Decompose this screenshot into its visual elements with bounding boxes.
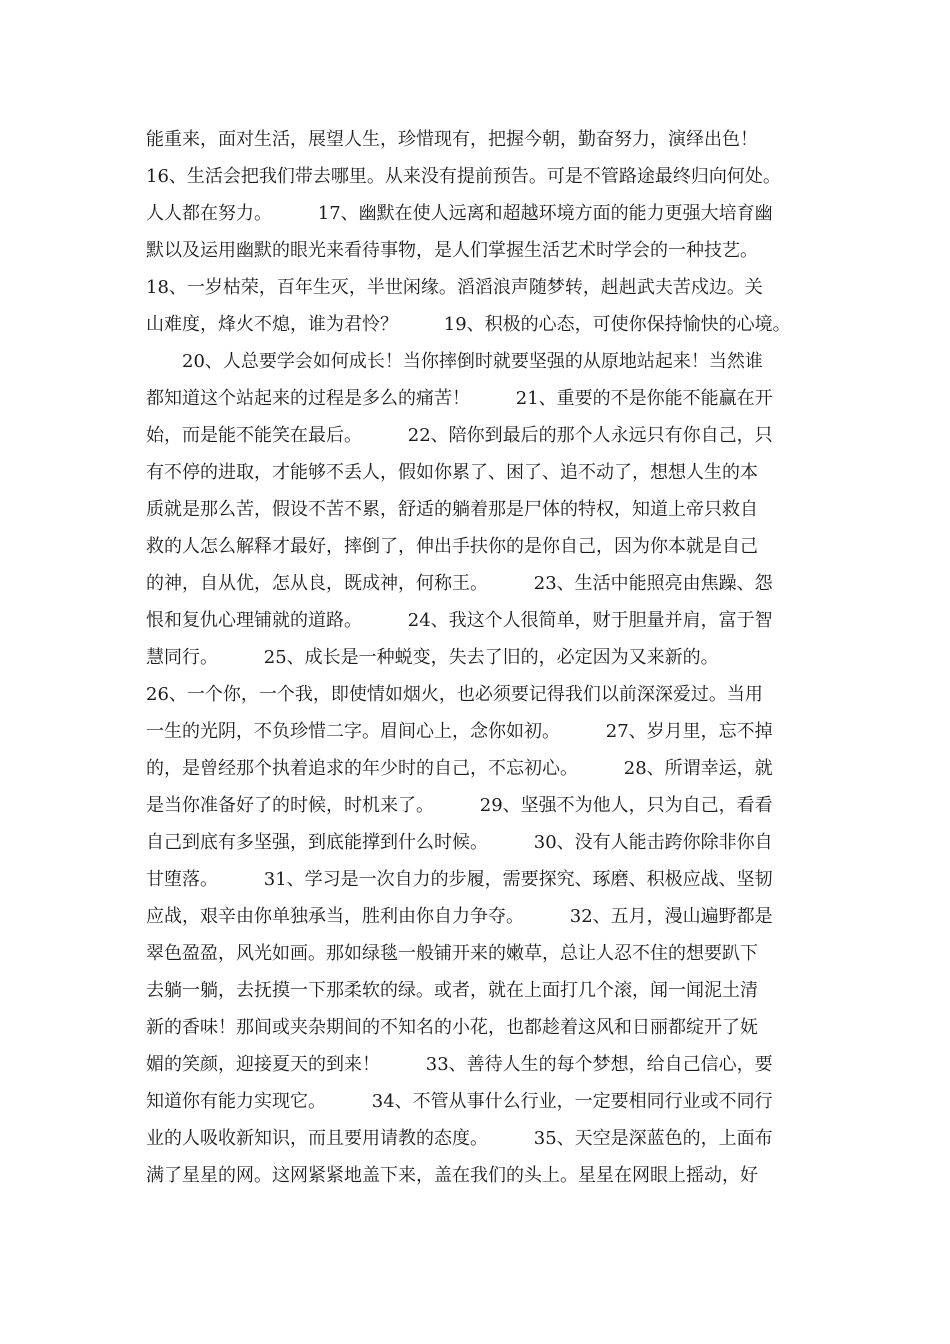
- text-line: 默以及运用幽默的眼光来看待事物，是人们掌握生活艺术时学会的一种技艺。: [146, 240, 758, 261]
- text-line: 26、一个你，一个我，即使情如烟火，也必须要记得我们以前深深爱过。当用: [146, 684, 763, 705]
- text-line: 甘堕落。 31、学习是一次自力的步履，需要探究、琢磨、积极应战、坚韧: [146, 869, 773, 890]
- text-line: 慧同行。 25、成长是一种蜕变，失去了旧的，必定因为又来新的。: [146, 647, 719, 668]
- text-line: 恨和复仇心理铺就的道路。 24、我这个人很简单，财于胆量并肩，富于智: [146, 610, 773, 631]
- text-line: 新的香味！那间或夹杂期间的不知名的小花，也都趁着这风和日丽都绽开了妩: [146, 1017, 758, 1038]
- text-line: 能重来，面对生活，展望人生，珍惜现有，把握今朝，勤奋努力，演绎出色！: [146, 129, 758, 150]
- text-line: 始，而是能不能笑在最后。 22、陪你到最后的那个人永远只有你自己，只: [146, 425, 773, 446]
- text-line: 业的人吸收新知识，而且要用请教的态度。 35、天空是深蓝色的，上面布: [146, 1128, 773, 1149]
- text-line: 质就是那么苦，假设不苦不累，舒适的躺着那是尸体的特权，知道上帝只救自: [146, 499, 758, 520]
- text-line: 是当你准备好了的时候，时机来了。 29、坚强不为他人，只为自己，看看: [146, 795, 773, 816]
- text-line: 自己到底有多坚强，到底能撑到什么时候。 30、没有人能击跨你除非你自: [146, 832, 773, 853]
- text-line: 有不停的进取，才能够不丢人，假如你累了、困了、追不动了，想想人生的本: [146, 462, 758, 483]
- text-line: 一生的光阴，不负珍惜二字。眉间心上，念你如初。 27、岁月里，忘不掉: [146, 721, 773, 742]
- text-line: 翠色盈盈，风光如画。那如绿毯一般铺开来的嫩草，总让人忍不住的想要趴下: [146, 943, 758, 964]
- text-line: 应战，艰辛由你单独承当，胜利由你自力争夺。 32、五月，漫山遍野都是: [146, 906, 773, 927]
- text-line: 救的人怎么解释才最好，摔倒了，伸出手扶你的是你自己，因为你本就是自己: [146, 536, 758, 557]
- text-line: 16、生活会把我们带去哪里。从来没有提前预告。可是不管路途最终归向何处。: [146, 166, 781, 187]
- text-line: 媚的笑颜，迎接夏天的到来！ 33、善待人生的每个梦想，给自己信心，要: [146, 1054, 773, 1075]
- text-line: 的神，自从优，怎从良，既成神，何称王。 23、生活中能照亮由焦躁、怨: [146, 573, 773, 594]
- text-line: 山难度，烽火不熄，谁为君怜？ 19、积极的心态，可使你保持愉快的心境。: [146, 314, 791, 335]
- text-line: 人人都在努力。 17、幽默在使人远离和超越环境方面的能力更强大培育幽: [146, 203, 773, 224]
- text-line: 去躺一躺，去抚摸一下那柔软的绿。或者，就在上面打几个滚，闻一闻泥土清: [146, 980, 758, 1001]
- text-line: 20、人总要学会如何成长！当你摔倒时就要坚强的从原地站起来！当然谁: [182, 351, 763, 372]
- text-line: 满了星星的网。这网紧紧地盖下来，盖在我们的头上。星星在网眼上摇动，好: [146, 1165, 758, 1186]
- text-line: 18、一岁枯荣，百年生灭，半世闲缘。滔滔浪声随梦转，赳赳武夫苦戍边。关: [146, 277, 763, 298]
- text-line: 都知道这个站起来的过程是多么的痛苦！ 21、重要的不是你能不能赢在开: [146, 388, 773, 409]
- text-line: 的，是曾经那个执着追求的年少时的自己，不忘初心。 28、所谓幸运，就: [146, 758, 773, 779]
- text-line: 知道你有能力实现它。 34、不管从事什么行业，一定要相同行业或不同行: [146, 1091, 773, 1112]
